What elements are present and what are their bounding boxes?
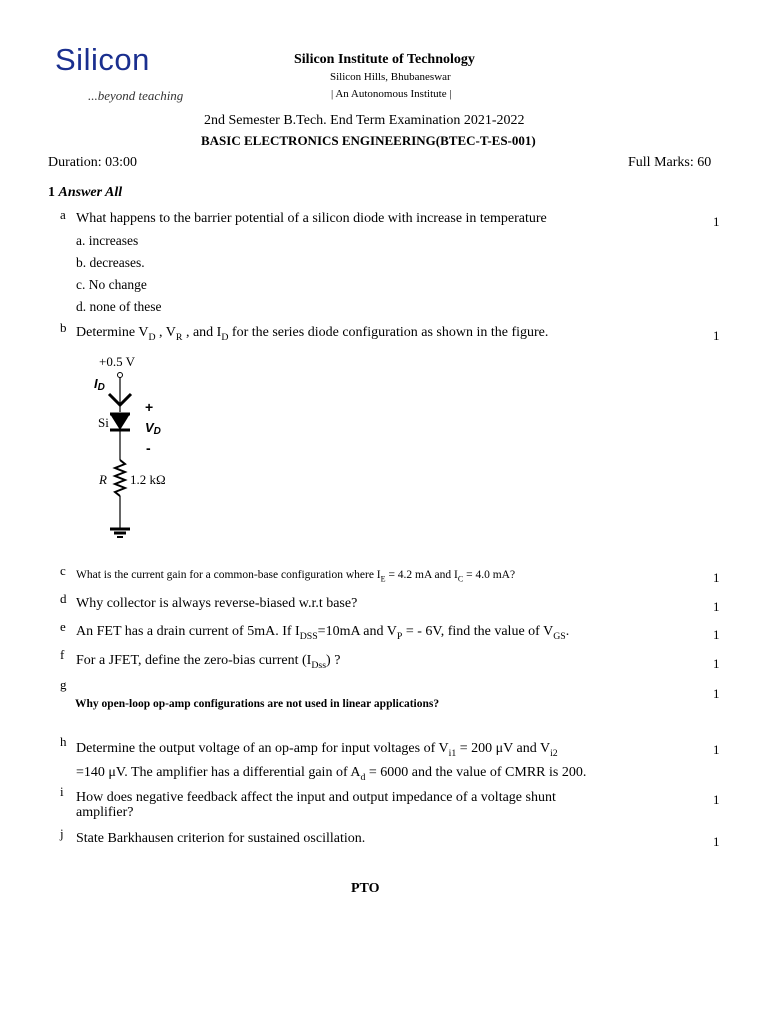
institute-autonomous: | An Autonomous Institute | [331, 88, 452, 100]
question-g-marks: 1 [713, 686, 720, 701]
question-e-text: An FET has a drain current of 5mA. If $I_{DSS}=10mA$ and $V_P$ = - 6V, find the value of $V_{GS}$. [76, 624, 570, 642]
please-turn-over: PTO [351, 881, 380, 896]
question-a-letter: a [60, 207, 66, 222]
question-b-marks: 1 [713, 328, 720, 343]
diode-minus-sign: - [146, 440, 151, 456]
question-a-marks: 1 [713, 214, 720, 229]
question-a-option-d: d. none of these [76, 299, 162, 314]
current-label: ID [94, 376, 105, 393]
exam-title: 2nd Semester B.Tech. End Term Examination 2021-2022 [204, 113, 525, 128]
question-h-text: Determine the output voltage of an op-amp for input voltages of $V_{i1} = 200$ μV and $V_{i2}$ =140 μV. The amplifier has a differential gain of $A_d = 6000$ and the value of CMRR is 200. [76, 741, 587, 783]
question-i-marks: 1 [713, 792, 720, 807]
question-d-marks: 1 [713, 599, 720, 614]
question-a-text: What happens to the barrier potential of a silicon diode with increase in temperature [76, 211, 547, 226]
question-b-text: Determine $V_D$ , $V_R$ , and $I_D$ for the series diode configuration as shown in the figure. [76, 325, 549, 343]
duration: Duration: 03:00 [48, 155, 138, 170]
series-diode-circuit-diagram [90, 350, 200, 550]
question-h-marks: 1 [713, 742, 720, 757]
question-f-text: For a JFET, define the zero-bias current $(I_{Dss})$ ? [76, 653, 341, 671]
supply-voltage-label: +0.5 V [99, 354, 135, 369]
full-marks: Full Marks: 60 [628, 155, 712, 170]
question-c-text: What is the current gain for a common-base configuration where $I_E = 4.2$ mA and $I_C = 4.0$ mA? [76, 569, 516, 584]
question-c-letter: c [60, 563, 66, 578]
question-b-letter: b [60, 320, 67, 335]
resistor-label: R [99, 472, 107, 487]
question-f-letter: f [60, 647, 65, 662]
institute-logo-text: Silicon [55, 42, 150, 77]
diode-plus-sign: + [145, 399, 154, 415]
question-a-option-c: c. No change [76, 277, 147, 292]
institute-name: Silicon Institute of Technology [294, 52, 475, 67]
diode-voltage-label: VD [145, 420, 161, 437]
question-i-text: How does negative feedback affect the input and output impedance of a voltage shunt amplifier? [76, 790, 556, 820]
resistor-value: 1.2 kΩ [130, 472, 166, 487]
subject-title: BASIC ELECTRONICS ENGINEERING(BTEC-T-ES-001) [201, 133, 536, 148]
diode-symbol [110, 414, 130, 430]
question-c-marks: 1 [713, 570, 720, 585]
question-d-letter: d [60, 591, 67, 606]
question-i-letter: i [60, 784, 64, 799]
institute-logo-tagline: ...beyond teaching [88, 88, 184, 103]
question-a-option-b: b. decreases. [76, 255, 145, 270]
section-instruction: Answer All [58, 185, 123, 200]
question-e-marks: 1 [713, 627, 720, 642]
question-g-letter: g [60, 677, 67, 692]
resistor-symbol [115, 460, 125, 496]
question-j-text: State Barkhausen criterion for sustained oscillation. [76, 831, 366, 846]
question-g-text: Why open-loop op-amp configurations are not used in linear applications? [75, 698, 440, 710]
diode-material-label: Si [98, 415, 109, 430]
question-e-letter: e [60, 619, 66, 634]
question-j-marks: 1 [713, 834, 720, 849]
institute-address: Silicon Hills, Bhubaneswar [330, 71, 451, 83]
question-f-marks: 1 [713, 656, 720, 671]
section-heading [48, 185, 122, 201]
supply-terminal [118, 373, 123, 378]
question-h-letter: h [60, 734, 67, 749]
section-number: 1 [48, 185, 55, 200]
question-j-letter: j [60, 826, 64, 841]
question-a-option-a: a. increases [76, 233, 139, 248]
question-d-text: Why collector is always reverse-biased w.r.t base? [76, 596, 358, 611]
